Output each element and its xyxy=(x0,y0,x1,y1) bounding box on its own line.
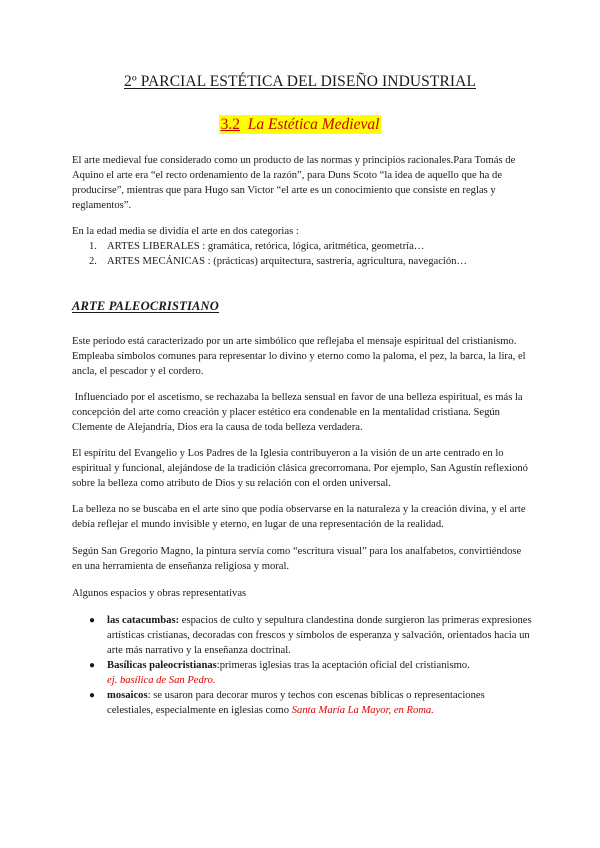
section-name: La Estética Medieval xyxy=(247,116,380,133)
list-item xyxy=(72,613,532,658)
work-example-note: Santa María La Mayor, en Roma. xyxy=(291,705,434,716)
categories-list xyxy=(72,239,532,269)
list-item xyxy=(72,688,532,718)
section-number: 3.2 xyxy=(220,116,240,133)
list-item xyxy=(72,239,532,254)
work-description: :primeras iglesias tras la aceptación oficial del cristianismo. xyxy=(216,660,470,671)
list-number: 2. xyxy=(89,256,97,267)
document-title: 2º PARCIAL ESTÉTICA DEL DISEÑO INDUSTRIAL xyxy=(123,73,477,90)
work-description: espacios de culto y sepultura clandestina donde surgieron las primeras expresiones artísticas cristianas, decoradas con frescos y símbolos de esperanza y salvación, orientados hacia un arte más narrativo y la enseñanza doctrinal. xyxy=(107,615,532,656)
works-list xyxy=(72,613,532,718)
section-heading xyxy=(0,116,600,134)
intro-paragraph: El arte medieval fue considerado como un producto de las normas y principios racionales.Para Tomás de Aquino el arte era “el recto ordenamiento de la razón”, para Duns Scoto “la idea de aquello que ha de producirse”, mientras que para Hugo san Victor “el arte es un conocimiento que consiste en reglas y reglamentos”. xyxy=(72,155,516,211)
paragraph: El espíritu del Evangelio y Los Padres de la Iglesia contribuyeron a la visión de un arte centrado en lo espiritual y funcional, alejándose de la tradición clásica grecorromana. Por ejemplo, San Agustín reflexionó sobre la belleza como atributo de Dios y su relación con el orden universal. xyxy=(72,448,528,489)
paragraph: Según San Gregorio Magno, la pintura servía como “escritura visual” para los analfabetos, convirtiéndose en una herramienta de enseñanza religiosa y moral. xyxy=(72,546,522,572)
paragraph: Este periodo está caracterizado por un arte simbólico que reflejaba el mensaje espiritual del cristianismo. Empleaba símbolos comunes para representar lo divino y eterno como la paloma, el pez, la barca, la lira, el ancla, el pescador y el cordero. xyxy=(72,336,526,377)
list-item xyxy=(72,254,532,269)
work-term: mosaicos xyxy=(107,690,148,701)
work-term: Basílicas paleocristianas xyxy=(107,660,217,671)
paragraph: La belleza no se buscaba en el arte sino que podía observarse en la naturaleza y la creación divina, y el arte debía reflejar el mundo invisible y eterno, en lugar de una representación de la realidad. xyxy=(72,504,526,530)
list-number: 1. xyxy=(89,241,97,252)
section-heading-highlight xyxy=(219,115,382,134)
list-item-text: ARTES LIBERALES : gramática, retórica, lógica, aritmética, geometría… xyxy=(107,241,425,252)
work-description: : se usaron para decorar muros y techos con escenas bíblicas o representaciones celestiales, especialmente en iglesias como xyxy=(107,690,485,716)
subheading-arte-paleocristiano: ARTE PALEOCRISTIANO xyxy=(72,299,220,313)
work-term: las catacumbas: xyxy=(107,615,180,626)
bullet-icon: ● xyxy=(89,660,96,671)
list-item-text: ARTES MECÁNICAS : (prácticas) arquitectura, sastrería, agricultura, navegación… xyxy=(107,256,468,267)
bullet-icon: ● xyxy=(89,690,96,701)
list-item xyxy=(72,658,532,688)
bullet-icon: ● xyxy=(89,615,96,626)
paragraph: Influenciado por el ascetismo, se rechazaba la belleza sensual en favor de una belleza espiritual, es más la concepción del arte como creación y placer estético era condenable en la mentalidad cristiana. Según Clemente de Alejandría, Dios era la causa de toda belleza verdadera. xyxy=(72,392,526,433)
categories-lead: En la edad media se dividía el arte en dos categorias : xyxy=(72,226,299,237)
works-lead: Algunos espacios y obras representativas xyxy=(72,588,247,599)
work-example-note: ej. basílica de San Pedro. xyxy=(107,675,216,686)
